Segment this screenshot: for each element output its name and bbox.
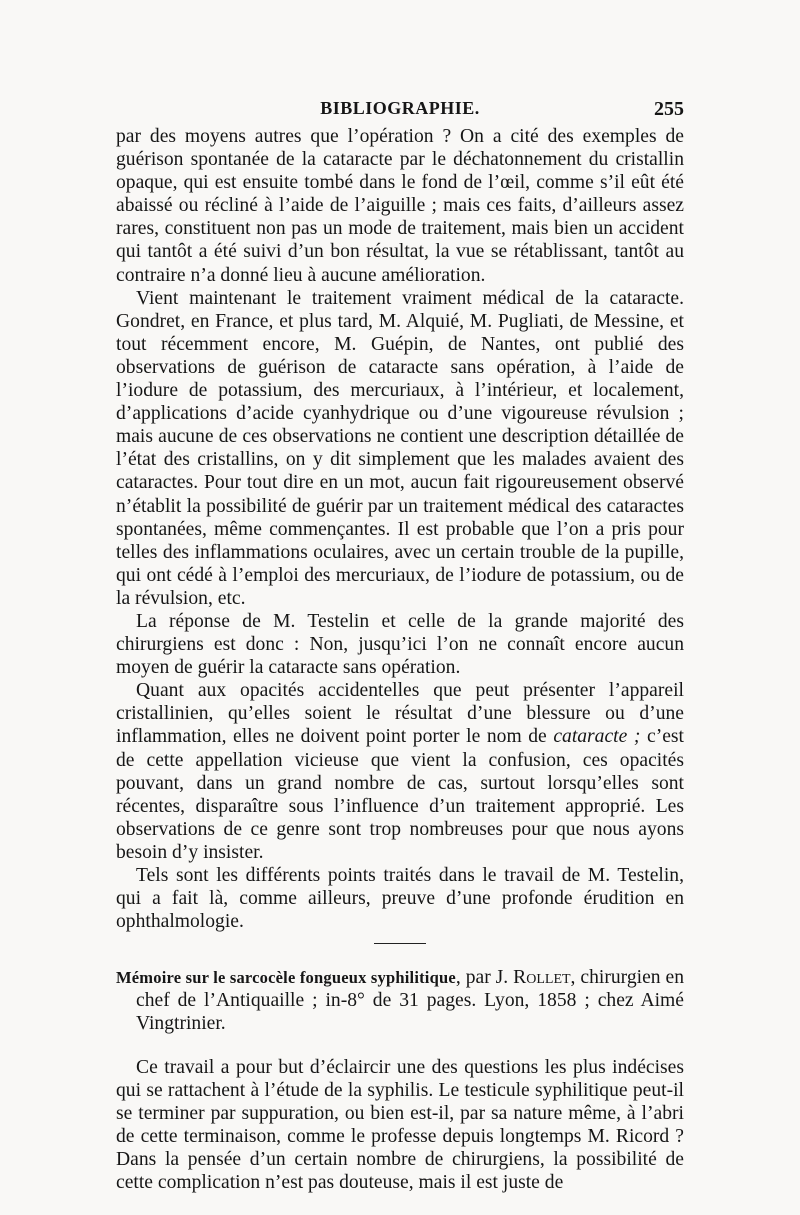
review-title: Mémoire sur le sarcocèle fongueux syphilitique (116, 968, 456, 988)
final-paragraph: Ce travail a pour but d’éclaircir une des questions les plus indécises qui se rattachent à l’étude de la syphilis. Le testicule syphilitique peut-il se terminer par suppuration, ou bien est-il, par sa nature même, à l’abri de cette terminaison, comme le professe depuis longtemps M. Ricord ? Dans la pensée d’un certain nombre de chirurgiens, la possibilité de cette complication n’est pas douteuse, mais il est juste de (116, 1056, 684, 1194)
running-head: BIBLIOGRAPHIE. (320, 98, 480, 118)
paragraph-3: La réponse de M. Testelin et celle de la grande majorité des chirurgiens est donc : Non, jusqu’ici l’on ne connaît encore aucun moyen de guérir la cataracte sans opération. (116, 610, 684, 679)
paragraph-4-text-a: Quant aux opacités accidentelles que peut présenter l’appareil cristallinien, qu’elles soient le résultat d’une blessure ou d’une inflammation, elles ne doivent point porter le nom de (116, 680, 684, 748)
review-details: chirurgien en chef de l’Antiquaille ; in-8° de 31 pages. Lyon, 1858 ; chez Aimé Vingtrinier. (136, 967, 684, 1035)
section-separator (374, 943, 426, 944)
page-number: 255 (654, 98, 684, 120)
paragraph-1: par des moyens autres que l’opération ? On a cité des exemples de guérison spontanée de la cataracte par le déchatonnement du cristallin opaque, qui est ensuite tombé dans le fond de l’œil, comme s’il eût été abaissé ou récliné à l’aide de l’aiguille ; mais ces faits, d’ailleurs assez rares, constituent non pas un mode de traitement, mais bien un accident qui tantôt a été suivi d’un bon résultat, la vue se rétablissant, tantôt au contraire n’a donné lieu à aucune amélioration. (116, 126, 684, 286)
page-body (116, 125, 684, 1194)
review-entry (116, 966, 684, 1035)
paragraph-4-text-b: c’est de cette appellation vicieuse que vient la confusion, ces opacités pouvant, dans un grand nombre de cas, surtout lorsqu’elles sont récentes, disparaître sous l’influence d’un traitement approprié. Les observations de ce genre sont trop nombreuses pour que nous ayons besoin d’y insister. (116, 726, 684, 863)
page-header (116, 98, 684, 122)
paragraph-5: Tels sont les différents points traités dans le travail de M. Testelin, qui a fait là, comme ailleurs, preuve d’une profonde érudition en ophthalmologie. (116, 865, 684, 933)
paragraph-4-italic: cataracte ; (553, 726, 641, 748)
paragraph-4 (116, 679, 684, 864)
paragraph-2: Vient maintenant le traitement vraiment médical de la cataracte. Gondret, en France, et plus tard, M. Alquié, M. Pugliati, de Messine, et tout récemment encore, M. Guépin, de Nantes, ont publié des observations de guérison de cataracte sans opération, à l’aide de l’iodure de potassium, des mercuriaux, à l’intérieur, et localement, d’applications d’acide cyanhydrique ou d’une vigoureuse révulsion ; mais aucune de ces observations ne contient une description détaillée de l’état des cristallins, on y dit simplement que les malades avaient des cataractes. Pour tout dire en un mot, aucun fait rigoureusement observé n’établit la possibilité de guérir par un traitement médical des cataractes spontanées, même commençantes. Il est probable que l’on a pris pour telles des inflammations oculaires, avec un certain trouble de la pupille, qui ont cédé à l’emploi des mercuriaux, de l’iodure de potassium, ou de la révulsion, etc. (116, 287, 684, 609)
review-author: Rollet, (513, 967, 576, 989)
review-sep: , par J. (455, 967, 514, 989)
